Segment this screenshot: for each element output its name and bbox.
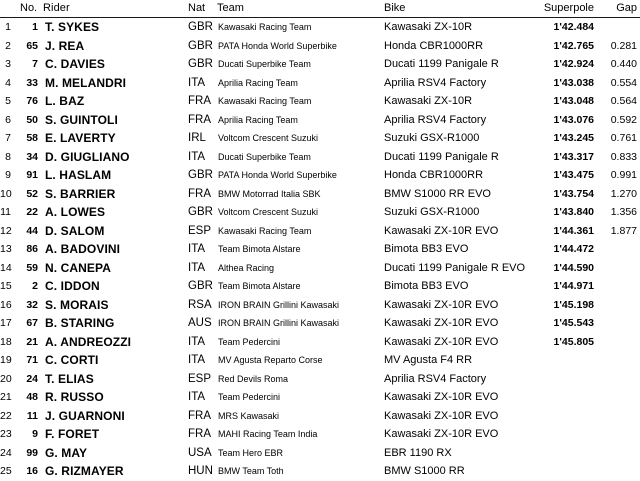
nationality-cell: HUN [188,465,213,477]
rider-number-cell: 24 [26,372,38,385]
nationality-cell: ITA [188,76,206,89]
rider-number-cell: 48 [26,391,38,403]
rider-name-cell: A. ANDREOZZI [45,334,132,349]
gap-cell: 0.592 [610,113,637,126]
bike-cell: Suzuki GSX-R1000 [384,206,480,218]
gap-cell: 0.991 [610,169,637,181]
nationality-cell: GBR [188,169,213,181]
position-cell: 23 [0,428,12,440]
rider-number-cell: 21 [26,335,38,348]
table-row [0,277,640,296]
rider-name-cell: S. GUINTOLI [45,112,118,127]
superpole-time-cell: 1'44.361 [553,224,594,237]
team-cell: Team Hero EBR [218,447,284,458]
rider-number-cell: 71 [26,354,38,366]
table-row [0,351,640,370]
bike-cell: Aprilia RSV4 Factory [384,76,487,89]
superpole-time-cell: 1'43.840 [553,206,594,218]
rider-number-cell: 52 [26,187,38,200]
nationality-cell: GBR [188,206,213,218]
table-row [0,18,640,37]
nationality-cell: FRA [188,113,211,126]
rider-number-cell: 65 [26,39,38,52]
nationality-cell: GBR [188,21,213,33]
rider-number-cell: 16 [26,465,38,477]
superpole-time-cell: 1'43.038 [553,76,594,89]
rider-name-cell: T. ELIAS [45,371,94,386]
team-cell: Althea Racing [218,262,275,273]
team-cell: Kawasaki Racing Team [218,225,312,236]
table-row [0,111,640,130]
rider-number-cell: 33 [26,76,38,89]
team-cell: Kawasaki Racing Team [218,96,312,106]
team-cell: IRON BRAIN Grillini Kawasaki [218,318,340,328]
table-row [0,203,640,222]
bike-cell: Kawasaki ZX-10R EVO [384,409,499,422]
position-cell: 3 [5,58,11,70]
bike-cell: Kawasaki ZX-10R EVO [384,317,499,329]
table-row [0,370,640,389]
nationality-cell: ESP [188,224,212,237]
position-cell: 16 [0,298,12,311]
gap-cell: 1.356 [610,206,637,218]
table-row [0,74,640,93]
table-row [0,259,640,278]
position-cell: 13 [0,243,12,255]
rider-number-cell: 44 [26,224,38,237]
bike-cell: Kawasaki ZX-10R [384,21,473,33]
team-cell: Kawasaki Racing Team [218,22,312,32]
bike-cell: Kawasaki ZX-10R EVO [384,224,499,237]
rider-name-cell: N. CANEPA [45,260,112,275]
bike-cell: Honda CBR1000RR [384,39,484,52]
rider-name-cell: T. SYKES [45,20,100,34]
superpole-time-cell: 1'43.048 [553,95,594,107]
table-row [0,333,640,352]
rider-number-cell: 91 [26,169,38,181]
gap-cell: 1.877 [610,224,637,237]
team-cell: Voltcom Crescent Suzuki [218,133,319,143]
nationality-cell: FRA [188,95,211,107]
table-row [0,129,640,148]
table-body [0,18,640,481]
bike-cell: Suzuki GSX-R1000 [384,132,480,144]
rider-name-cell: A. LOWES [45,205,106,219]
table-row [0,148,640,167]
rider-name-cell: D. GIUGLIANO [45,149,130,164]
bike-cell: Kawasaki ZX-10R EVO [384,391,499,403]
rider-name-cell: G. MAY [45,445,88,460]
nationality-cell: ITA [188,391,206,403]
superpole-time-cell: 1'42.765 [553,39,594,52]
position-cell: 19 [0,354,12,366]
team-cell: Aprilia Racing Team [218,77,298,88]
rider-name-cell: R. RUSSO [45,390,104,404]
position-cell: 5 [5,95,11,107]
rider-number-cell: 76 [26,95,38,107]
gap-cell: 0.440 [610,58,637,70]
position-cell: 17 [0,317,12,329]
position-cell: 21 [0,391,12,403]
bike-cell: EBR 1190 RX [384,446,452,459]
team-cell: BMW Team Toth [218,466,284,476]
bike-cell: BMW S1000 RR [384,465,465,477]
bike-cell: Ducati 1199 Panigale R [384,58,499,70]
nationality-cell: GBR [188,280,213,292]
rider-name-cell: S. MORAIS [45,297,109,312]
gap-cell: 0.554 [610,76,637,89]
superpole-time-cell: 1'43.475 [553,169,594,181]
team-cell: Aprilia Racing Team [218,114,298,125]
rider-name-cell: J. REA [45,38,85,53]
bike-cell: Kawasaki ZX-10R [384,95,473,107]
position-cell: 7 [5,132,11,144]
nationality-cell: FRA [188,409,211,422]
rider-name-cell: S. BARRIER [45,186,116,201]
table-row [0,92,640,111]
gap-cell: 0.564 [610,95,637,107]
rider-number-cell: 2 [32,280,38,292]
position-cell: 2 [5,39,11,52]
rider-number-cell: 67 [26,317,38,329]
position-cell: 24 [0,446,12,459]
table-row [0,444,640,463]
rider-name-cell: B. STARING [45,316,115,330]
nationality-cell: USA [188,446,212,459]
bike-cell: Kawasaki ZX-10R EVO [384,428,499,440]
bike-cell: Aprilia RSV4 Factory [384,113,487,126]
team-cell: Voltcom Crescent Suzuki [218,207,319,217]
superpole-time-cell: 1'42.484 [553,21,594,33]
table-row [0,462,640,481]
position-cell: 15 [0,280,12,292]
rider-name-cell: D. SALOM [45,223,105,238]
bike-cell: Ducati 1199 Panigale R EVO [384,261,526,274]
bike-cell: Bimota BB3 EVO [384,280,469,292]
rider-name-cell: A. BADOVINI [45,242,121,256]
superpole-time-cell: 1'44.971 [553,280,594,292]
position-cell: 1 [5,21,11,33]
team-cell: Team Bimota Alstare [218,244,301,254]
table-header [0,0,640,18]
nationality-cell: ITA [188,261,206,274]
rider-number-cell: 32 [26,298,38,311]
table-row [0,314,640,333]
position-cell: 25 [0,465,12,477]
header-no: No. [20,2,38,14]
rider-name-cell: C. CORTI [45,353,99,367]
nationality-cell: IRL [188,132,206,144]
header-team: Team [217,2,244,14]
table-row [0,185,640,204]
rider-name-cell: M. MELANDRI [45,75,127,90]
team-cell: MAHI Racing Team India [218,429,318,439]
table-row [0,222,640,241]
header-rider: Rider [43,2,70,14]
table-row [0,296,640,315]
nationality-cell: FRA [188,428,211,440]
bike-cell: Ducati 1199 Panigale R [384,150,499,163]
nationality-cell: ITA [188,150,206,163]
superpole-time-cell: 1'45.805 [553,335,594,348]
nationality-cell: GBR [188,58,213,70]
header-bike: Bike [384,2,406,14]
rider-name-cell: L. HASLAM [45,168,112,182]
superpole-time-cell: 1'44.472 [553,243,594,255]
nationality-cell: AUS [188,317,212,329]
position-cell: 8 [5,150,11,163]
bike-cell: MV Agusta F4 RR [384,354,473,366]
gap-cell: 1.270 [610,187,637,200]
rider-number-cell: 11 [26,409,38,422]
position-cell: 18 [0,335,12,348]
nationality-cell: ESP [188,372,212,385]
rider-name-cell: F. FORET [45,427,100,441]
team-cell: BMW Motorrad Italia SBK [218,188,321,199]
gap-cell: 0.833 [610,150,637,163]
rider-number-cell: 58 [26,132,38,144]
rider-name-cell: C. DAVIES [45,57,106,71]
superpole-time-cell: 1'43.754 [553,187,594,200]
superpole-time-cell: 1'43.245 [553,132,594,144]
position-cell: 22 [0,409,12,422]
position-cell: 9 [5,169,11,181]
bike-cell: Kawasaki ZX-10R EVO [384,298,499,311]
team-cell: MRS Kawasaki [218,410,280,421]
team-cell: PATA Honda World Superbike [218,40,337,51]
gap-cell: 0.761 [610,132,637,144]
nationality-cell: GBR [188,39,213,52]
team-cell: Team Pedercini [218,336,281,347]
table-row [0,37,640,56]
table-row [0,388,640,407]
nationality-cell: ITA [188,354,206,366]
superpole-time-cell: 1'44.590 [553,261,594,274]
table-row [0,407,640,426]
header-superpole: Superpole [543,2,594,14]
rider-name-cell: L. BAZ [45,94,85,108]
header-gap: Gap [616,2,637,14]
rider-name-cell: J. GUARNONI [45,408,125,423]
rider-number-cell: 9 [32,428,38,440]
rider-number-cell: 50 [26,113,38,126]
rider-name-cell: E. LAVERTY [45,131,116,145]
rider-number-cell: 1 [32,21,38,33]
rider-number-cell: 34 [26,150,38,163]
rider-number-cell: 99 [26,446,38,459]
nationality-cell: ITA [188,243,206,255]
bike-cell: BMW S1000 RR EVO [384,187,491,200]
position-cell: 12 [0,224,12,237]
team-cell: PATA Honda World Superbike [218,170,337,180]
bike-cell: Bimota BB3 EVO [384,243,469,255]
gap-cell: 0.281 [610,39,637,52]
rider-number-cell: 7 [32,58,38,70]
bike-cell: Kawasaki ZX-10R EVO [384,335,499,348]
table-row [0,425,640,444]
rider-number-cell: 86 [26,243,38,255]
rider-number-cell: 59 [26,261,38,274]
superpole-time-cell: 1'43.076 [553,113,594,126]
position-cell: 6 [5,113,11,126]
superpole-time-cell: 1'45.543 [553,317,594,329]
nationality-cell: FRA [188,187,211,200]
team-cell: IRON BRAIN Grillini Kawasaki [218,299,340,310]
team-cell: Ducati Superbike Team [218,151,311,162]
bike-cell: Aprilia RSV4 Factory [384,372,487,385]
rider-name-cell: C. IDDON [45,279,100,293]
table-row [0,166,640,185]
position-cell: 11 [0,206,11,218]
header-nat: Nat [188,2,206,14]
superpole-time-cell: 1'42.924 [553,58,594,70]
table-row [0,240,640,259]
nationality-cell: ITA [188,335,206,348]
rider-name-cell: G. RIZMAYER [45,464,124,478]
table-row [0,55,640,74]
team-cell: MV Agusta Reparto Corse [218,355,323,365]
team-cell: Team Pedercini [218,392,281,402]
superpole-time-cell: 1'43.317 [553,150,594,163]
team-cell: Team Bimota Alstare [218,281,301,291]
nationality-cell: RSA [188,298,212,311]
position-cell: 14 [0,261,12,274]
team-cell: Ducati Superbike Team [218,59,311,69]
bike-cell: Honda CBR1000RR [384,169,484,181]
position-cell: 20 [0,372,12,385]
team-cell: Red Devils Roma [218,373,289,384]
rider-number-cell: 22 [26,206,38,218]
superpole-time-cell: 1'45.198 [553,298,594,311]
position-cell: 4 [5,76,11,89]
position-cell: 10 [0,187,12,200]
